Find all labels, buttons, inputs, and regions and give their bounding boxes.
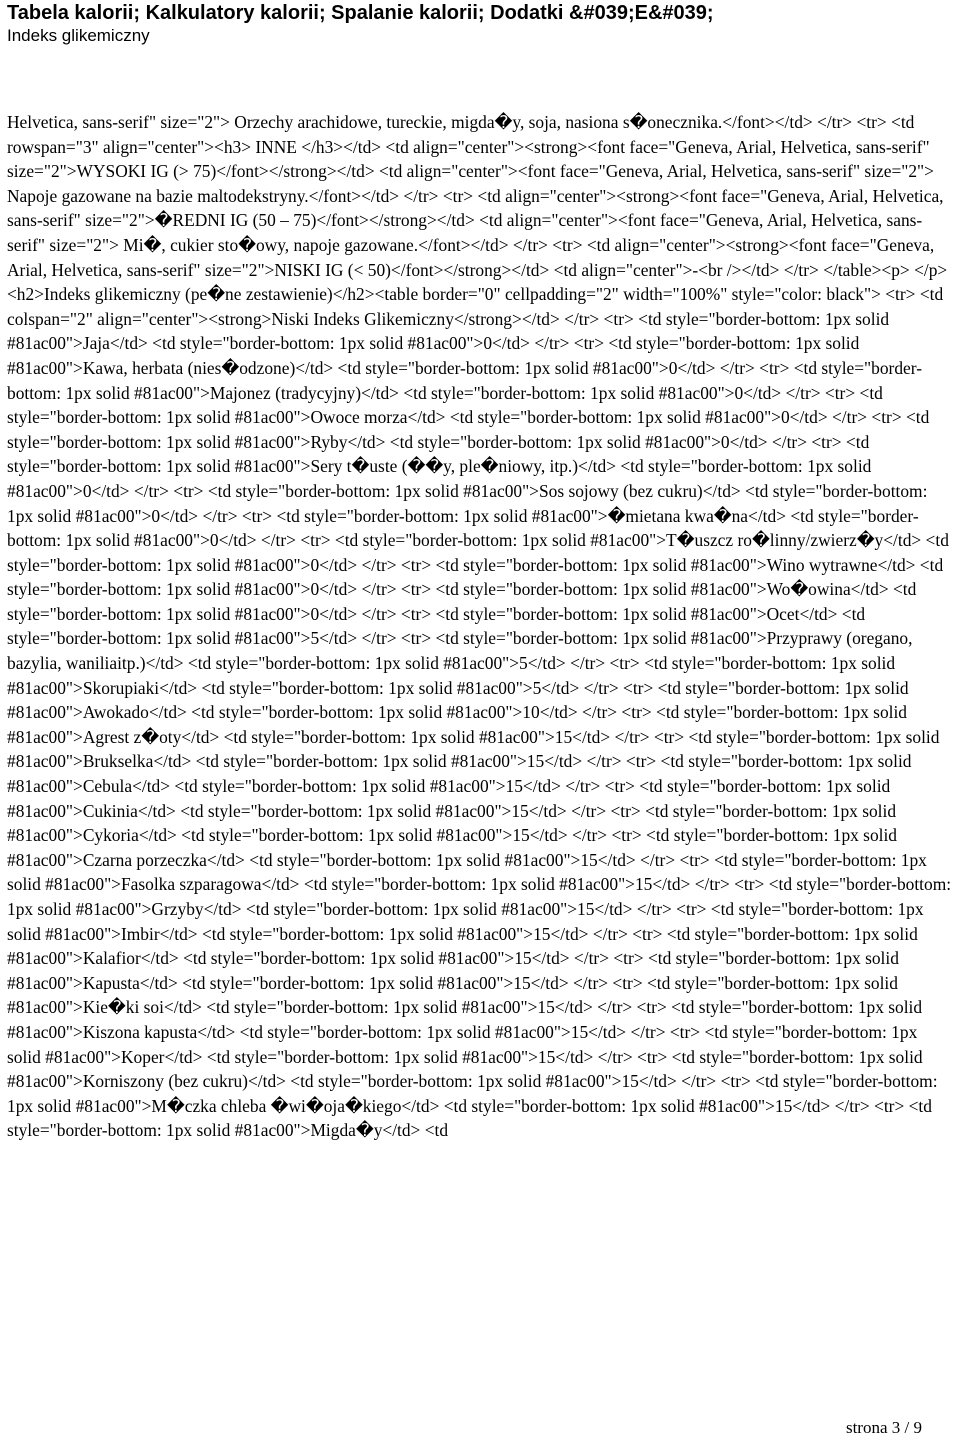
page-title: Tabela kalorii; Kalkulatory kalorii; Spalanie kalorii; Dodatki &#039;E&#039; bbox=[7, 2, 714, 24]
page-number: strona 3 / 9 bbox=[845, 1418, 922, 1437]
raw-html-text: Helvetica, sans-serif" size="2"> Orzechy arachidowe, tureckie, migda�y, soja, nasiona s�onecznika.</font></td> </tr> <tr> <td rowspan="3" align="center"><h3> INNE </h3></td> <td align="center"><strong><font face="Geneva, Arial, Helvetica, sans-serif" size="2">WYSOKI IG (> 75)</font></strong></td> <td align="center"><font face="Geneva, Arial, Helvetica, sans-serif" size="2"> Napoje gazowane na bazie maltodekstryny.</font></td> </tr> <tr> <td align="center"><strong><font face="Geneva, Arial, Helvetica, sans-serif" size="2">�REDNI IG (50 – 75)</font></strong></td> <td align="center"><font face="Geneva, Arial, Helvetica, sans-serif" size="2"> Mi�, cukier sto�owy, napoje gazowane.</font></td> </tr> <tr> <td align="center"><strong><font face="Geneva, Arial, Helvetica, sans-serif" size="2">NISKI IG (< 50)</font></strong></td> <td align="center">-<br /></td> </tr> </table><p> </p><h2>Indeks glikemiczny (pe�ne zestawienie)</h2><table border="0" cellpadding="2" width="100%" style="color: black"> <tr> <td colspan="2" align="center"><strong>Niski Indeks Glikemiczny</strong></td> </tr> <tr> <td style="border-bottom: 1px solid #81ac00">Jaja</td> <td style="border-bottom: 1px solid #81ac00">0</td> </tr> <tr> <td style="border-bottom: 1px solid #81ac00">Kawa, herbata (nies�odzone)</td> <td style="border-bottom: 1px solid #81ac00">0</td> </tr> <tr> <td style="border-bottom: 1px solid #81ac00">Majonez (tradycyjny)</td> <td style="border-bottom: 1px solid #81ac00">0</td> </tr> <tr> <td style="border-bottom: 1px solid #81ac00">Owoce morza</td> <td style="border-bottom: 1px solid #81ac00">0</td> </tr> <tr> <td style="border-bottom: 1px solid #81ac00">Ryby</td> <td style="border-bottom: 1px solid #81ac00">0</td> </tr> <tr> <td style="border-bottom: 1px solid #81ac00">Sery t�uste (��y, ple�niowy, itp.)</td> <td style="border-bottom: 1px solid #81ac00">0</td> </tr> <tr> <td style="border-bottom: 1px solid #81ac00">Sos sojowy (bez cukru)</td> <td style="border-bottom: 1px solid #81ac00">0</td> </tr> <tr> <td style="border-bottom: 1px solid #81ac00">�mietana kwa�na</td> <td style="border-bottom: 1px solid #81ac00">0</td> </tr> <tr> <td style="border-bottom: 1px solid #81ac00">T�uszcz ro�linny/zwierz�y</td> <td style="border-bottom: 1px solid #81ac00">0</td> </tr> <tr> <td style="border-bottom: 1px solid #81ac00">Wino wytrawne</td> <td style="border-bottom: 1px solid #81ac00">0</td> </tr> <tr> <td style="border-bottom: 1px solid #81ac00">Wo�owina</td> <td style="border-bottom: 1px solid #81ac00">0</td> </tr> <tr> <td style="border-bottom: 1px solid #81ac00">Ocet</td> <td style="border-bottom: 1px solid #81ac00">5</td> </tr> <tr> <td style="border-bottom: 1px solid #81ac00">Przyprawy (oregano, bazylia, waniliaitp.)</td> <td style="border-bottom: 1px solid #81ac00">5</td> </tr> <tr> <td style="border-bottom: 1px solid #81ac00">Skorupiaki</td> <td style="border-bottom: 1px solid #81ac00">5</td> </tr> <tr> <td style="border-bottom: 1px solid #81ac00">Awokado</td> <td style="border-bottom: 1px solid #81ac00">10</td> </tr> <tr> <td style="border-bottom: 1px solid #81ac00">Agrest z�oty</td> <td style="border-bottom: 1px solid #81ac00">15</td> </tr> <tr> <td style="border-bottom: 1px solid #81ac00">Brukselka</td> <td style="border-bottom: 1px solid #81ac00">15</td> </tr> <tr> <td style="border-bottom: 1px solid #81ac00">Cebula</td> <td style="border-bottom: 1px solid #81ac00">15</td> </tr> <tr> <td style="border-bottom: 1px solid #81ac00">Cukinia</td> <td style="border-bottom: 1px solid #81ac00">15</td> </tr> <tr> <td style="border-bottom: 1px solid #81ac00">Cykoria</td> <td style="border-bottom: 1px solid #81ac00">15</td> </tr> <tr> <td style="border-bottom: 1px solid #81ac00">Czarna porzeczka</td> <td style="border-bottom: 1px solid #81ac00">15</td> </tr> <tr> <td style="border-bottom: 1px solid #81ac00">Fasolka szparagowa</td> <td style="border-bottom: 1px solid #81ac00">15</td> </tr> <tr> <td style="border-bottom: 1px solid #81ac00">Grzyby</td> <td style="border-bottom: 1px solid #81ac00">15</td> </tr> <tr> <td style="border-bottom: 1px solid #81ac00">Imbir</td> <td style="border-bottom: 1px solid #81ac00">15</td> </tr> <tr> <td style="border-bottom: 1px solid #81ac00">Kalafior</td> <td style="border-bottom: 1px solid #81ac00">15</td> </tr> <tr> <td style="border-bottom: 1px solid #81ac00">Kapusta</td> <td style="border-bottom: 1px solid #81ac00">15</td> </tr> <tr> <td style="border-bottom: 1px solid #81ac00">Kie�ki soi</td> <td style="border-bottom: 1px solid #81ac00">15</td> </tr> <tr> <td style="border-bottom: 1px solid #81ac00">Kiszona kapusta</td> <td style="border-bottom: 1px solid #81ac00">15</td> </tr> <tr> <td style="border-bottom: 1px solid #81ac00">Koper</td> <td style="border-bottom: 1px solid #81ac00">15</td> </tr> <tr> <td style="border-bottom: 1px solid #81ac00">Korniszony (bez cukru)</td> <td style="border-bottom: 1px solid #81ac00">15</td> </tr> <tr> <td style="border-bottom: 1px solid #81ac00">M�czka chleba �wi�oja�kiego</td> <td style="border-bottom: 1px solid #81ac00">15</td> </tr> <tr> <td style="border-bottom: 1px solid #81ac00">Migda�y</td> <td bbox=[7, 112, 952, 1141]
page-subtitle: Indeks glikemiczny bbox=[7, 26, 150, 45]
page-header bbox=[7, 2, 953, 47]
